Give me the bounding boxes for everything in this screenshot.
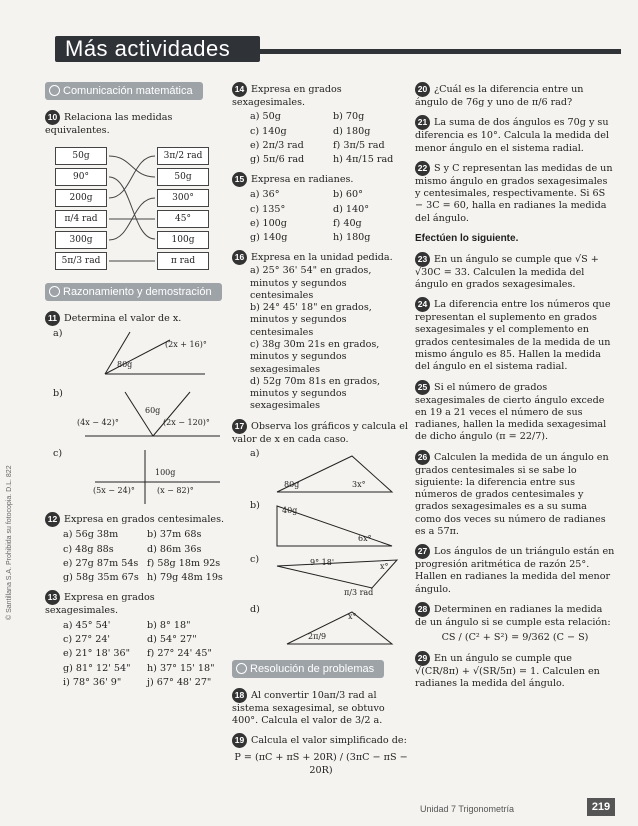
right-box: 300° [157,189,209,207]
exercise-text: Si el número de grados sexagesimales de cierto ángulo excede en 19 a 21 veces el número de sus radianes, hallen la medida sexagesimal de dicho ángulo (π = 22/7). [415,381,607,443]
exercise-text: Determinen en radianes la medida de un ángulo si se cumple esta relación: [415,603,611,628]
item: a) 50g [250,111,281,123]
item: f) 40g [333,217,362,229]
angle-value: π/3 rad [344,587,374,597]
header-rule [260,49,621,54]
item: c) 38g 30m 21s en grados, minutos y segundos sexagesimales [250,338,380,375]
item: i) 78° 36' 9" [63,676,122,688]
exercise-text: Relaciona las medidas equivalentes. [45,112,173,137]
exercise-number: 13 [45,590,60,605]
item: a) 45° 54' [63,619,111,631]
exercise-text: Expresa en grados sexagesimales. [45,592,155,617]
page-number: 219 [587,798,615,816]
exercise-25 [415,380,615,444]
exercise-text: Expresa en grados centesimales. [64,514,225,526]
exercise-number: 28 [415,602,430,617]
item: h) 4π/15 rad [333,154,394,166]
item-grid [63,620,225,689]
column-2 [232,78,410,783]
exercise-text: Calculen la medida de un ángulo en grados centesimales si se sabe lo siguiente: la diferencia entre sus números de grados centesimales y grados sexagesimales es a su suma como dos veces su número de radianes es a 57π. [415,451,609,537]
exercise-16 [232,250,410,412]
angle-expression: (2x − 120)° [163,418,210,428]
section-razonamiento: Razonamiento y demostración [45,283,222,301]
section-resolucion: Resolución de problemas [232,660,384,678]
exercise-number: 10 [45,110,60,125]
section-comunicacion: Comunicación matemática [45,82,203,100]
item-list [250,265,410,412]
figure-17b [232,500,410,552]
exercise-number: 27 [415,544,430,559]
angle-value: 80g [117,360,133,370]
item: f) 27° 24' 45" [147,648,212,660]
angle-expression: 3x° [352,479,366,489]
exercise-19 [232,733,410,777]
exercise-text: S y C representan las medidas de un mismo ángulo en grados sexagesimales y centesimales, respectivamente. Si 6S − 3C = 60, halla en radianes la medida del ángulo. [415,162,613,224]
exercise-text: La suma de dos ángulos es 70g y su diferencia es 10°. Calcula la medida del menor ángulo en el sistema radial. [415,117,609,154]
item: a) 36° [250,189,280,201]
figure-label: b) [250,499,260,511]
item: j) 67° 48' 27" [147,676,212,688]
exercise-text: Determina el valor de x. [64,313,182,325]
figure-label: b) [53,388,63,400]
item: b) 8° 18" [147,619,191,631]
angle-expression: 6x° [358,533,372,543]
figure-label: c) [53,448,63,460]
exercise-text: Los ángulos de un triángulo están en progresión aritmética de razón 25°. Hallen en radianes la medida del menor ángulo. [415,546,615,595]
exercise-11 [45,311,225,506]
exercise-number: 19 [232,733,247,748]
figure-11c [45,448,225,506]
exercise-text: Expresa en la unidad pedida. [251,252,393,264]
column-1 [45,78,225,695]
angle-expression: (2x + 16)° [165,340,207,350]
right-box: 45° [157,210,209,228]
left-box: 200g [55,189,107,207]
item: d) 54° 27" [147,634,197,646]
left-box: 90° [55,168,107,186]
item: h) 37° 15' 18" [147,662,215,674]
exercise-text: Expresa en grados sexagesimales. [232,84,342,108]
exercise-28 [415,602,615,645]
exercise-26 [415,450,615,539]
item-grid [250,189,410,244]
item: f) 58g 18m 92s [147,557,221,569]
figure-17a [232,448,410,498]
exercise-text: En un ángulo se cumple que √S + √30C = 33. Calculen la medida del ángulo en grados sexagesimales. [415,253,599,290]
exercise-text: Al convertir 10aπ/3 rad al sistema sexagesimal, se obtuvo 400°. Calcula el valor de 3/2 a. [232,689,385,727]
exercise-14 [232,82,410,166]
left-box: 5π/3 rad [55,252,107,270]
header [55,30,621,64]
exercise-number: 22 [415,161,430,176]
item: e) 100g [250,217,287,229]
exercise-27 [415,544,615,596]
item: c) 27° 24' [63,634,111,646]
item: b) 37m 68s [147,529,202,541]
right-box: 100g [157,231,209,249]
left-box: 50g [55,147,107,165]
exercise-number: 16 [232,250,247,265]
exercise-text: Calcula el valor simplificado de: [251,735,407,747]
exercise-23 [415,252,615,292]
formula: P = (πC + πS + 20R) / (3πC − πS − 20R) [234,752,408,776]
exercise-13 [45,590,225,689]
right-box: π rad [157,252,209,270]
angle-value: 2π/9 [308,631,327,641]
exercise-18 [232,688,410,728]
item: g) 81° 12' 54" [63,662,131,674]
exercise-number: 29 [415,651,430,666]
exercise-number: 11 [45,311,60,326]
matching-lines [107,143,157,271]
copyright-note: © Santillana S.A. Prohibida su fotocopia. D.L. 822 [6,465,13,620]
angle-diagram [85,328,215,386]
triangle-diagram [282,608,402,648]
exercise-29 [415,651,615,691]
item: e) 2π/3 rad [250,139,304,151]
exercise-number: 26 [415,450,430,465]
item: d) 180g [333,125,371,137]
matching-table [45,143,225,271]
item: e) 27g 87m 54s [63,557,139,569]
exercise-22 [415,161,615,225]
exercise-text: Expresa en radianes. [251,174,354,186]
exercise-24 [415,297,615,373]
angle-value: 9° 18' [310,557,335,567]
page-title: Más actividades [65,36,231,61]
item: b) 24° 45' 18" en grados, minutos y segundos centesimales [250,302,372,338]
exercise-number: 14 [232,82,247,97]
item: d) 52g 70m 81s en grados, minutos y segundos sexagesimales [250,375,381,412]
angle-expression: x° [348,611,357,621]
figure-17c [232,554,410,602]
exercise-number: 15 [232,172,247,187]
exercise-number: 21 [415,115,430,130]
exercise-text: Observa los gráficos y calcula el valor de x en cada caso. [232,420,408,445]
figure-label: a) [53,328,63,340]
figure-17d [232,604,410,650]
angle-value: 80g [284,479,300,489]
exercise-number: 25 [415,380,430,395]
item: g) 58g 35m 67s [63,572,139,584]
exercise-20 [415,82,615,109]
exercise-number: 12 [45,512,60,527]
angle-expression: (4x − 42)° [77,418,119,428]
item: a) 25° 36' 54" en grados, minutos y segundos centesimales [250,265,372,301]
exercise-text: La diferencia entre los números que representan el suplemento en grados sexagesimales y el complemento en grados centesimales de la medida de un mismo ángulo es 85. Hallen la medida del ángulo en el sistema radial. [415,299,611,373]
right-box: 50g [157,168,209,186]
exercise-number: 17 [232,419,247,434]
item-grid [250,111,410,166]
angle-value: 40g [282,505,298,515]
item: b) 60° [333,189,363,201]
item: d) 86m 36s [147,543,202,555]
item: g) 140g [250,232,288,244]
item: c) 140g [250,125,287,137]
angle-expression: x° [380,561,389,571]
item: f) 3π/5 rad [333,139,385,151]
item-grid [63,529,225,584]
formula: CS / (C² + S²) = 9/362 (C − S) [441,632,589,644]
exercise-number: 18 [232,688,247,703]
item: c) 135° [250,203,286,215]
item: a) 56g 38m [63,529,119,541]
left-box: 300g [55,231,107,249]
exercise-15 [232,172,410,244]
column-3 [415,78,615,696]
figure-11b [45,388,225,446]
exercise-21 [415,115,615,155]
figure-label: a) [250,447,260,459]
angle-value: 60g [145,406,161,416]
item: c) 48g 88s [63,543,114,555]
item: h) 79g 48m 19s [147,572,223,584]
figure-11a [45,328,225,386]
right-box: 3π/2 rad [157,147,209,165]
angle-expression: (5x − 24)° [93,486,135,496]
item: g) 5π/6 rad [250,154,305,166]
exercise-number: 20 [415,82,430,97]
item: e) 21° 18' 36" [63,648,131,660]
left-box: π/4 rad [55,210,107,228]
exercise-10 [45,110,225,271]
exercise-number: 24 [415,297,430,312]
angle-expression: (x − 82)° [157,486,194,496]
item: h) 180g [333,232,371,244]
angle-diagram [75,388,225,446]
exercise-17 [232,419,410,650]
figure-label: c) [250,553,260,565]
item: d) 140° [333,203,370,215]
exercise-12 [45,512,225,584]
item: b) 70g [333,111,365,123]
exercise-number: 23 [415,252,430,267]
angle-value: 100g [155,468,176,478]
exercise-text: En un ángulo se cumple que √(CR/8π) + √(SR/5π) = 1. Calculen en radianes la medida del ángulo. [415,652,600,689]
exercise-text: ¿Cuál es la diferencia entre un ángulo de 76g y uno de π/6 rad? [415,84,584,108]
footer-unit: Unidad 7 Trigonometría [420,804,515,814]
figure-label: d) [250,603,260,615]
section-efectuen: Efectúen lo siguiente. [415,232,519,244]
